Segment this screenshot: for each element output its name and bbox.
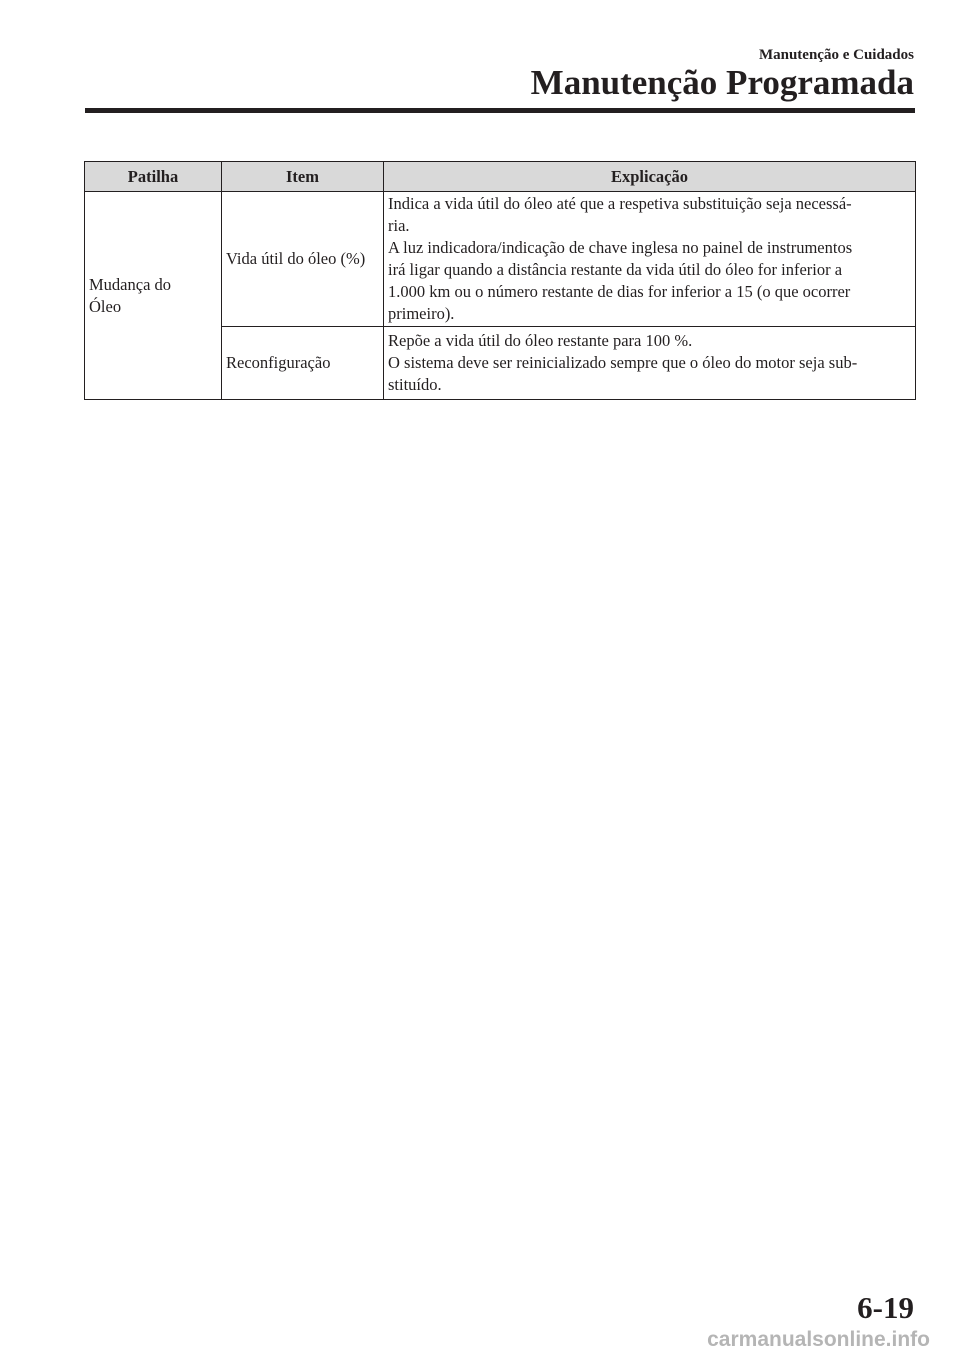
explanation-line: Indica a vida útil do óleo até que a respetiva substituição seja necessá- xyxy=(388,194,852,213)
explanation-line: O sistema deve ser reinicializado sempre que o óleo do motor seja sub- xyxy=(388,353,858,372)
watermark-link[interactable]: carmanualsonline.info xyxy=(707,1328,930,1351)
page-number: 6-19 xyxy=(857,1290,914,1325)
header-divider xyxy=(85,108,915,113)
maintenance-table xyxy=(84,161,916,400)
explanation-line: stituído. xyxy=(388,375,442,394)
table-row xyxy=(85,192,916,327)
explanation-line: ria. xyxy=(388,216,410,235)
column-header-item: Item xyxy=(222,162,384,192)
section-heading: Manutenção e Cuidados xyxy=(758,47,914,63)
switch-cell xyxy=(85,192,222,400)
switch-label-line: Óleo xyxy=(89,296,122,316)
explanation-cell xyxy=(384,192,916,327)
column-header-explanation: Explicação xyxy=(384,162,916,192)
table-header-row xyxy=(85,162,916,192)
page-title: Manutenção Programada xyxy=(530,63,914,102)
explanation-cell xyxy=(384,327,916,400)
column-header-switch: Patilha xyxy=(85,162,222,192)
item-cell: Reconfiguração xyxy=(222,327,384,400)
item-cell: Vida útil do óleo (%) xyxy=(222,192,384,327)
explanation-line: primeiro). xyxy=(388,304,455,323)
explanation-line: Repõe a vida útil do óleo restante para 100 %. xyxy=(388,331,693,350)
explanation-line: 1.000 km ou o número restante de dias for inferior a 15 (o que ocorrer xyxy=(388,282,851,301)
explanation-line: A luz indicadora/indicação de chave inglesa no painel de instrumentos xyxy=(388,238,853,257)
explanation-line: irá ligar quando a distância restante da vida útil do óleo for inferior a xyxy=(388,260,843,279)
switch-label-line: Mudança do xyxy=(89,274,172,294)
